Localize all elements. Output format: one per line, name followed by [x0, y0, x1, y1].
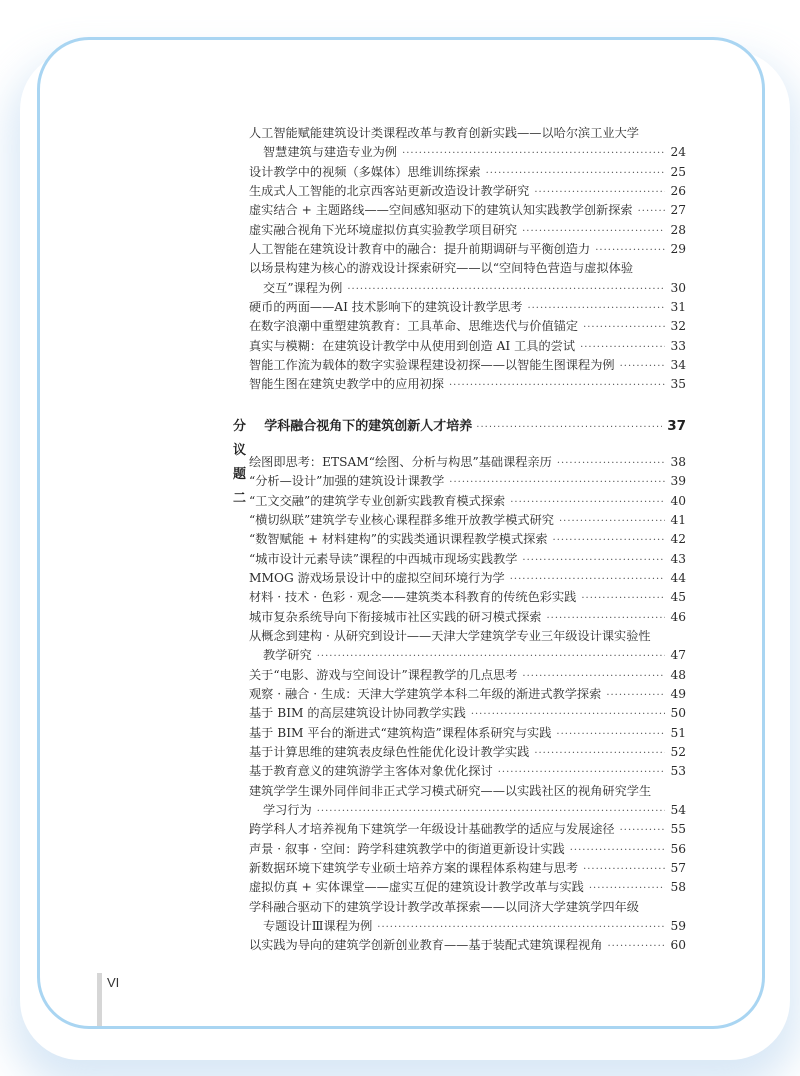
toc-entry-line — [249, 530, 686, 549]
toc-entry-line — [249, 840, 686, 859]
entry-title: “横切纵联”建筑学专业核心课程群多维开放教学模式研究 — [249, 512, 554, 527]
toc-entry[interactable] — [249, 163, 686, 182]
entry-title: 新数据环境下建筑学专业硕士培养方案的课程体系构建与思考 — [249, 861, 579, 876]
entry-page-number: 24 — [670, 145, 686, 160]
dot-leader — [510, 570, 665, 589]
toc-entry-line — [249, 820, 686, 839]
toc-entry-line — [249, 317, 686, 336]
toc-entry[interactable] — [249, 492, 686, 511]
entry-title: 虚实结合 + 主题路线——空间感知驱动下的建筑认知实践教学创新探索 — [249, 203, 633, 218]
entry-page-number: 41 — [670, 512, 686, 527]
dot-leader — [522, 551, 665, 570]
entry-page-number: 35 — [670, 377, 686, 392]
entry-title: 观察 · 融合 · 生成：天津大学建筑学本科二年级的渐进式教学探索 — [249, 686, 602, 701]
dot-leader — [559, 512, 665, 531]
toc-entry-line — [249, 143, 686, 162]
toc-entry-line — [249, 608, 686, 627]
toc-entry-line — [249, 201, 686, 220]
toc-entry[interactable] — [249, 356, 686, 375]
dot-leader — [583, 860, 665, 879]
dot-leader — [607, 937, 665, 956]
dot-leader — [570, 841, 665, 860]
entry-title: 以实践为导向的建筑学创新创业教育——基于装配式建筑课程视角 — [249, 938, 603, 953]
toc-entry-line — [249, 936, 686, 955]
toc-entry[interactable] — [249, 743, 686, 762]
entry-title: 基于计算思维的建筑表皮绿色性能优化设计教学实践 — [249, 744, 530, 759]
toc-entry-line — [249, 240, 686, 259]
dot-leader — [638, 202, 665, 221]
entry-title: 智慧建筑与建造专业为例 — [263, 145, 398, 160]
entry-title: 关于“电影、游戏与空间设计”课程教学的几点思考 — [249, 667, 518, 682]
entry-page-number: 26 — [670, 184, 686, 199]
entry-page-number: 31 — [670, 300, 686, 315]
toc-entry-line — [249, 743, 686, 762]
toc-entry-line — [249, 917, 686, 936]
entry-title: “城市设计元素导读”课程的中西城市现场实践教学 — [249, 551, 518, 566]
toc-entry[interactable] — [249, 685, 686, 704]
dot-leader — [547, 609, 666, 628]
dot-leader — [449, 376, 665, 395]
entry-title: 智能生图在建筑史教学中的应用初探 — [249, 377, 444, 392]
entry-title: 以场景构建为核心的游戏设计探索研究——以“空间特色营造与虚拟体验 — [249, 261, 634, 276]
dot-leader — [522, 222, 665, 241]
dot-leader — [498, 763, 665, 782]
toc-entry-line — [249, 182, 686, 201]
dot-leader — [553, 531, 665, 550]
toc-entry[interactable] — [249, 453, 686, 472]
dot-leader — [527, 299, 665, 318]
dot-leader — [589, 879, 665, 898]
entry-title: 虚实融合视角下光环境虚拟仿真实验教学项目研究 — [249, 222, 518, 237]
entry-title: 基于教育意义的建筑游学主客体对象优化探讨 — [249, 764, 493, 779]
toc-entry[interactable] — [249, 936, 686, 955]
entry-title: 材料 · 技术 · 色彩 · 观念——建筑类本科教育的传统色彩实践 — [249, 590, 577, 605]
entry-title: 从概念到建构 · 从研究到设计——天津大学建筑学专业三年级设计课实验性 — [249, 628, 651, 643]
entry-page-number: 44 — [670, 570, 686, 585]
toc-entry-line — [249, 898, 686, 917]
section-label: 分议题二 — [233, 418, 247, 506]
toc-entry-line — [249, 704, 686, 723]
entry-page-number: 46 — [670, 609, 686, 624]
entry-title: 跨学科人才培养视角下建筑学一年级设计基础教学的适应与发展途径 — [249, 822, 615, 837]
entry-page-number: 56 — [670, 841, 686, 856]
toc-entry-line — [249, 259, 686, 278]
entry-title: 学科融合驱动下的建筑学设计教学改革探索——以同济大学建筑学四年级 — [249, 899, 639, 914]
dot-leader — [317, 647, 665, 666]
entry-page-number: 25 — [670, 164, 686, 179]
entry-page-number: 55 — [670, 822, 686, 837]
toc-entry[interactable] — [249, 221, 686, 240]
entry-title: 交互”课程为例 — [263, 280, 343, 295]
entry-page-number: 28 — [670, 222, 686, 237]
toc-entry[interactable] — [249, 530, 686, 549]
toc-entry-line — [249, 453, 686, 472]
toc-entry-line — [249, 782, 686, 801]
entry-page-number: 32 — [670, 319, 686, 334]
entry-page-number: 49 — [670, 686, 686, 701]
entry-page-number: 58 — [670, 880, 686, 895]
entry-title: 设计教学中的视频（多媒体）思维训练探索 — [249, 164, 481, 179]
entry-title: “工文交融”的建筑学专业创新实践教育模式探索 — [249, 493, 506, 508]
toc-entry-line — [249, 646, 686, 665]
entry-page-number: 27 — [670, 203, 686, 218]
entry-title: 虚拟仿真 + 实体课堂——虚实互促的建筑设计教学改革与实践 — [249, 880, 584, 895]
toc-entry-line — [249, 801, 686, 820]
toc-entry[interactable] — [249, 201, 686, 220]
toc-entry-line — [249, 666, 686, 685]
toc-entry-line — [249, 569, 686, 588]
dot-leader — [347, 280, 665, 299]
toc-entry-line — [249, 472, 686, 491]
toc-entry-line — [249, 337, 686, 356]
toc-entry[interactable] — [249, 337, 686, 356]
entry-title: 建筑学学生课外同伴间非正式学习模式研究——以实践社区的视角研究学生 — [249, 783, 652, 798]
toc-entry[interactable] — [249, 317, 686, 336]
entry-title: “数智赋能 + 材料建构”的实践类通识课程教学模式探索 — [249, 532, 548, 547]
toc-entry-line — [249, 859, 686, 878]
entry-page-number: 59 — [670, 919, 686, 934]
entry-page-number: 42 — [670, 532, 686, 547]
entry-page-number: 29 — [670, 242, 686, 257]
toc-entry[interactable] — [249, 627, 686, 666]
section-page-number: 37 — [667, 417, 686, 434]
toc-entry-line — [249, 762, 686, 781]
entry-title: “分析—设计”加强的建筑设计课教学 — [249, 474, 445, 489]
entry-title: 人工智能赋能建筑设计类课程改革与教育创新实践——以哈尔滨工业大学 — [249, 126, 639, 140]
toc-entry[interactable] — [249, 820, 686, 839]
dot-leader — [522, 667, 665, 686]
toc-entry-line — [249, 279, 686, 298]
entry-page-number: 30 — [670, 280, 686, 295]
toc-entry[interactable] — [249, 472, 686, 491]
dot-leader — [556, 725, 665, 744]
dot-leader — [377, 918, 665, 937]
dot-leader — [557, 454, 665, 473]
toc-entry-line — [249, 588, 686, 607]
toc-entry[interactable] — [249, 859, 686, 878]
entry-title: MMOG 游戏场景设计中的虚拟空间环境行为学 — [249, 570, 505, 585]
dot-leader — [317, 802, 665, 821]
entry-title: 人工智能在建筑设计教育中的融合：提升前期调研与平衡创造力 — [249, 242, 591, 257]
toc-entry[interactable] — [249, 608, 686, 627]
toc-entry[interactable] — [249, 550, 686, 569]
entry-page-number: 52 — [670, 744, 686, 759]
entry-title: 声景 · 叙事 · 空间：跨学科建筑教学中的街道更新设计实践 — [249, 841, 565, 856]
toc-entry[interactable] — [249, 240, 686, 259]
toc-entry-line — [249, 627, 686, 646]
entry-title: 真实与模糊：在建筑设计教学中从使用到创造 AI 工具的尝试 — [249, 338, 576, 353]
dot-leader — [580, 338, 665, 357]
toc-entry-line — [249, 124, 686, 143]
entry-title: 城市复杂系统导向下衔接城市社区实践的研习模式探索 — [249, 609, 542, 624]
entry-title: 绘图即思考：ETSAM“绘图、分析与构思”基础课程亲历 — [249, 454, 552, 469]
toc-entry-line — [249, 685, 686, 704]
toc-entry-line — [249, 492, 686, 511]
footer-bar — [97, 973, 102, 1026]
toc-entry[interactable] — [249, 511, 686, 530]
entry-title: 学习行为 — [263, 803, 312, 817]
toc-entry[interactable] — [249, 375, 686, 394]
entry-page-number: 38 — [670, 454, 686, 469]
toc-entry-line — [249, 511, 686, 530]
toc-entry-line — [249, 163, 686, 182]
toc-entry[interactable] — [249, 182, 686, 201]
toc-entry[interactable] — [249, 124, 686, 163]
entry-page-number: 39 — [670, 474, 686, 489]
entry-page-number: 43 — [670, 551, 686, 566]
entry-page-number: 40 — [670, 493, 686, 508]
section-title: 学科融合视角下的建筑创新人才培养 — [264, 418, 473, 434]
entry-page-number: 57 — [670, 861, 686, 876]
dot-leader — [449, 473, 665, 492]
entry-page-number: 48 — [670, 667, 686, 682]
dot-leader — [581, 589, 665, 608]
toc-entry-line — [249, 375, 686, 394]
dot-leader — [606, 686, 665, 705]
toc-entry[interactable] — [249, 666, 686, 685]
entry-title: 教学研究 — [263, 648, 312, 663]
toc-entry[interactable] — [249, 724, 686, 743]
entry-page-number: 45 — [670, 590, 686, 605]
toc-part-2 — [249, 453, 686, 956]
toc-entry-line — [249, 356, 686, 375]
dot-leader — [620, 821, 665, 840]
toc-entry[interactable] — [249, 298, 686, 317]
entry-page-number: 54 — [670, 803, 686, 817]
dot-leader — [402, 144, 665, 163]
table-of-contents — [233, 124, 686, 956]
toc-entry[interactable] — [249, 878, 686, 897]
toc-entry-line — [249, 724, 686, 743]
dot-leader — [471, 705, 665, 724]
entry-page-number: 33 — [670, 338, 686, 353]
dot-leader — [583, 318, 665, 337]
toc-entry[interactable] — [249, 704, 686, 723]
toc-entry[interactable] — [249, 840, 686, 859]
entry-title: 专题设计Ⅲ课程为例 — [263, 919, 373, 934]
page-number: VI — [107, 975, 120, 990]
toc-entry[interactable] — [249, 588, 686, 607]
toc-entry[interactable] — [249, 569, 686, 588]
entry-page-number: 34 — [670, 358, 686, 373]
dot-leader — [510, 493, 665, 512]
entry-page-number: 51 — [670, 725, 686, 740]
entry-page-number: 60 — [670, 938, 686, 953]
entry-title: 生成式人工智能的北京西客站更新改造设计教学研究 — [249, 184, 530, 199]
entry-page-number: 47 — [670, 648, 686, 663]
dot-leader — [534, 744, 665, 763]
entry-title: 基于 BIM 平台的渐进式“建筑构造”课程体系研究与实践 — [249, 725, 552, 740]
entry-page-number: 53 — [670, 764, 686, 779]
entry-title: 在数字浪潮中重塑建筑教育：工具革命、思维迭代与价值锚定 — [249, 319, 579, 334]
toc-entry-line — [249, 878, 686, 897]
toc-entry[interactable] — [249, 782, 686, 821]
entry-page-number: 50 — [670, 706, 686, 721]
entry-title: 智能工作流为载体的数字实验课程建设初探——以智能生图课程为例 — [249, 358, 615, 373]
toc-entry-line — [249, 550, 686, 569]
dot-leader — [486, 164, 665, 183]
toc-entry[interactable] — [249, 762, 686, 781]
dot-leader — [534, 183, 665, 202]
dot-leader — [620, 357, 665, 376]
toc-entry[interactable] — [249, 259, 686, 298]
toc-part-1 — [249, 124, 686, 395]
dot-leader — [595, 241, 665, 260]
toc-entry[interactable] — [249, 898, 686, 937]
entry-title: 硬币的两面——AI 技术影响下的建筑设计教学思考 — [249, 300, 523, 315]
toc-entry-line — [249, 298, 686, 317]
dot-leader — [476, 416, 662, 440]
entry-title: 基于 BIM 的高层建筑设计协同教学实践 — [249, 706, 466, 721]
toc-entry-line — [249, 221, 686, 240]
